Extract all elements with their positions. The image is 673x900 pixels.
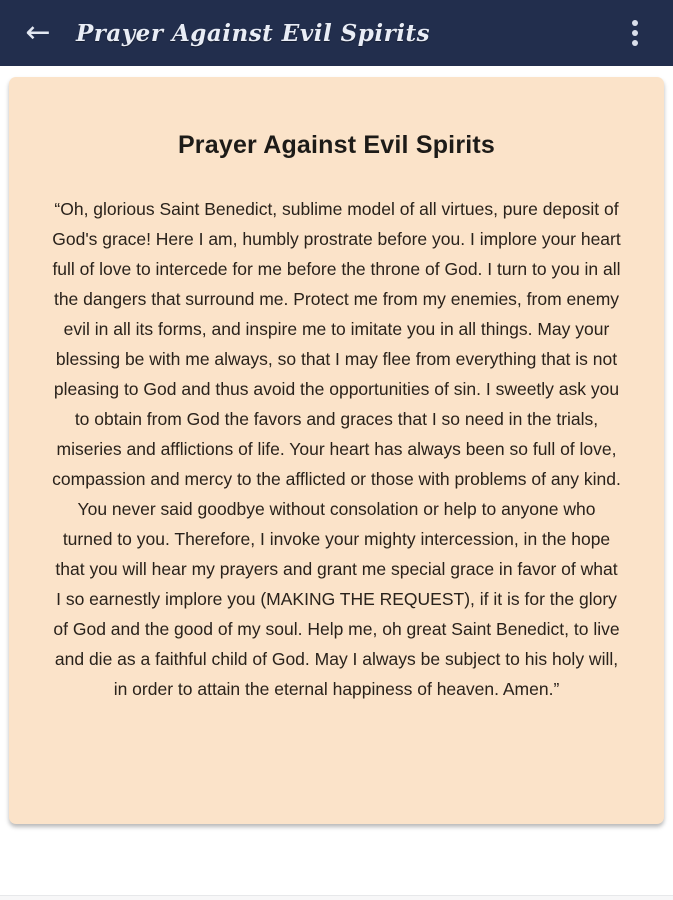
app-bar	[0, 0, 673, 66]
next-card-edge	[0, 895, 673, 900]
prayer-text: “Oh, glorious Saint Benedict, sublime model of all virtues, pure deposit of God's grace! Here I am, humbly prostrate before you. I implore your heart full of love to intercede for me before the throne of God. I turn to you in all the dangers that surround me. Protect me from my enemies, from enemy evil in all its forms, and inspire me to imitate you in all things. May your blessing be with me always, so that I may flee from everything that is not pleasing to God and thus avoid the opportunities of sin. I sweetly ask you to obtain from God the favors and graces that I so need in the trials, miseries and afflictions of life. Your heart has always been so full of love, compassion and mercy to the afflicted or those with problems of any kind. You never said goodbye without consolation or help to anyone who turned to you. Therefore, I invoke your mighty intercession, in the hope that you will hear my prayers and grant me special grace in favor of what I so earnestly implore you (MAKING THE REQUEST), if it is for the glory of God and the good of my soul. Help me, oh great Saint Benedict, to live and die as a faithful child of God. May I always be subject to his holy will, in order to attain the eternal happiness of heaven. Amen.”	[52, 199, 621, 699]
prayer-title: Prayer Against Evil Spirits	[177, 131, 496, 159]
app-bar-title: Prayer Against Evil Spirits	[76, 19, 431, 47]
back-arrow-icon: ←	[25, 15, 51, 50]
kebab-menu-icon	[632, 20, 638, 46]
back-button[interactable]	[14, 9, 62, 57]
overflow-menu-button[interactable]	[611, 9, 659, 57]
content-area	[0, 66, 673, 900]
prayer-card	[9, 77, 664, 824]
